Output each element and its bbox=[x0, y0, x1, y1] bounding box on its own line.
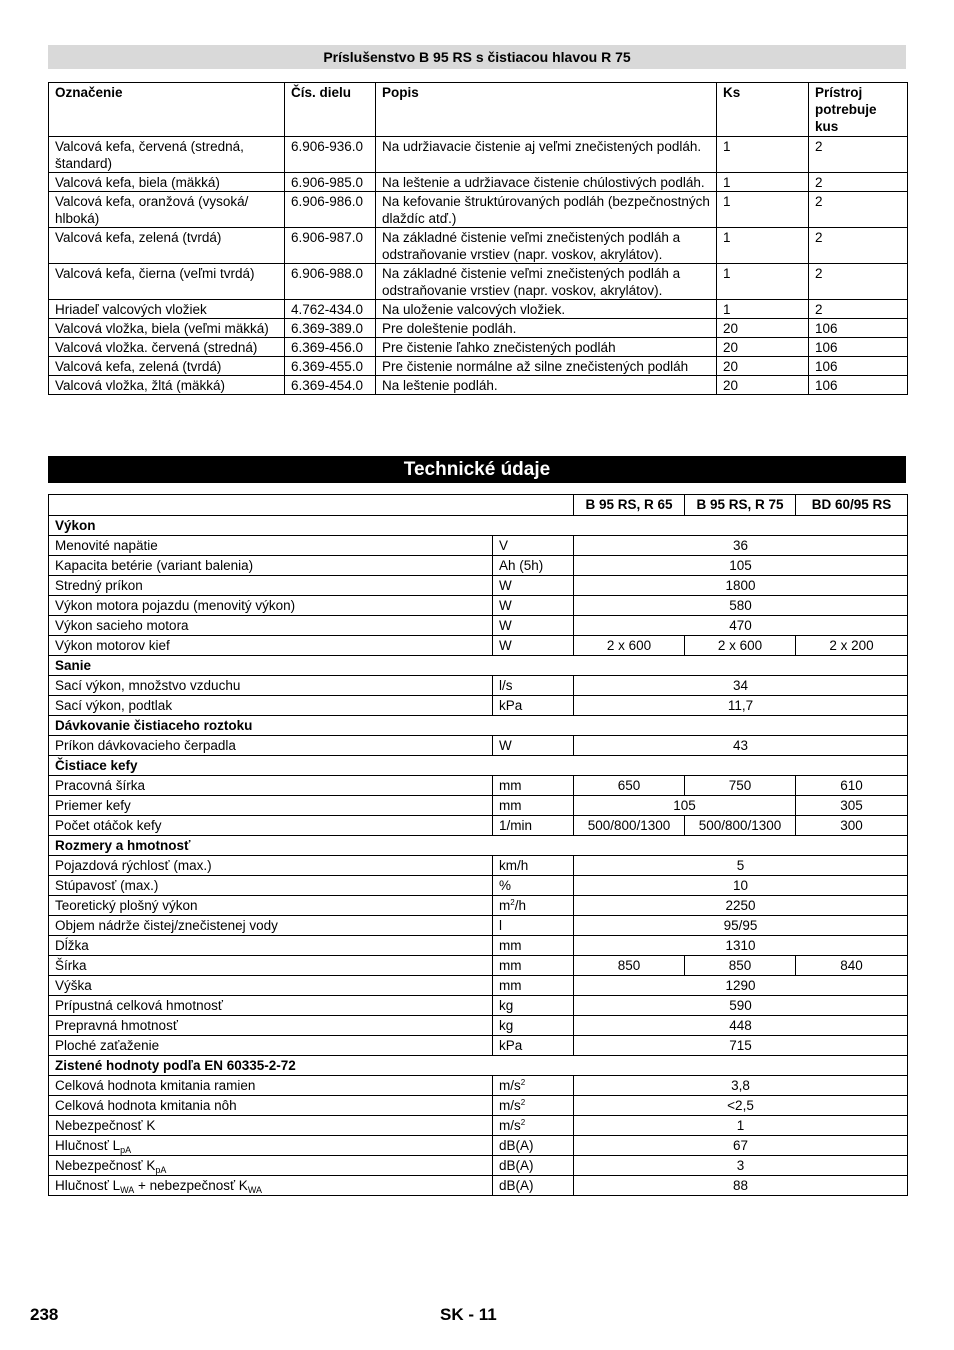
parameter-label bbox=[49, 996, 493, 1016]
cell-quantity: 1 bbox=[717, 137, 809, 173]
cell-designation: Valcová kefa, zelená (tvrdá) bbox=[49, 228, 285, 264]
parameter-label bbox=[49, 676, 493, 696]
label-text: Výkon motorov kief bbox=[55, 638, 170, 653]
parameter-label bbox=[49, 1036, 493, 1056]
language-code: SK bbox=[440, 1305, 464, 1324]
parameter-label bbox=[49, 616, 493, 636]
value-all-models: 3,8 bbox=[574, 1076, 908, 1096]
table-row bbox=[49, 1096, 908, 1116]
unit bbox=[493, 816, 574, 836]
label-text: Prepravná hmotnosť bbox=[55, 1018, 178, 1033]
unit bbox=[493, 636, 574, 656]
label-subscript: pA bbox=[120, 1145, 132, 1155]
table-row bbox=[49, 936, 908, 956]
unit-text: kPa bbox=[499, 698, 523, 713]
table-row bbox=[49, 376, 908, 395]
unit-text: % bbox=[499, 878, 512, 893]
unit bbox=[493, 1096, 574, 1116]
value-all-models: 5 bbox=[574, 856, 908, 876]
label-text: Nebezpečnosť K bbox=[55, 1158, 156, 1173]
parameter-label bbox=[49, 796, 493, 816]
unit-text: W bbox=[499, 578, 512, 593]
tech-data-title: Technické údaje bbox=[48, 456, 906, 483]
column-header: Čís. dielu bbox=[285, 83, 376, 137]
column-header: Popis bbox=[376, 83, 717, 137]
cell-description: Pre čistenie normálne až silne znečistených podláh bbox=[376, 357, 717, 376]
table-row bbox=[49, 319, 908, 338]
cell-part-number: 6.369-454.0 bbox=[285, 376, 376, 395]
column-header: Prístroj potrebuje kus bbox=[809, 83, 908, 137]
cell-designation: Hriadeľ valcových vložiek bbox=[49, 300, 285, 319]
label-text: Ploché zaťaženie bbox=[55, 1038, 160, 1053]
table-row bbox=[49, 956, 908, 976]
unit-text: mm bbox=[499, 958, 522, 973]
parameter-label bbox=[49, 956, 493, 976]
cell-description: Na kefovanie štruktúrovaných podláh (bezpečnostných dlaždíc atď.) bbox=[376, 192, 717, 228]
parameter-label bbox=[49, 936, 493, 956]
unit-text: kPa bbox=[499, 1038, 523, 1053]
cell-description: Na základné čistenie veľmi znečistených podláh a odstraňovanie vrstiev (napr. voskov, akrylátov). bbox=[376, 264, 717, 300]
label-text: Hlučnosť L bbox=[55, 1138, 121, 1153]
cell-description: Na uloženie valcových vložiek. bbox=[376, 300, 717, 319]
cell-quantity: 1 bbox=[717, 300, 809, 319]
cell-designation: Valcová vložka. červená (stredná) bbox=[49, 338, 285, 357]
unit bbox=[493, 1076, 574, 1096]
value-all-models: 1290 bbox=[574, 976, 908, 996]
unit-tail: /h bbox=[514, 898, 526, 913]
table-row bbox=[49, 856, 908, 876]
group-heading: Výkon bbox=[49, 516, 908, 536]
cell-part-number: 6.906-988.0 bbox=[285, 264, 376, 300]
unit-text: W bbox=[499, 598, 512, 613]
unit-text: W bbox=[499, 638, 512, 653]
group-row bbox=[49, 756, 908, 776]
table-row bbox=[49, 896, 908, 916]
unit bbox=[493, 556, 574, 576]
tech-header-blank bbox=[49, 495, 574, 516]
unit-text: m/s bbox=[499, 1098, 521, 1113]
cell-designation: Valcová kefa, červená (stredná, štandard) bbox=[49, 137, 285, 173]
table-row bbox=[49, 357, 908, 376]
value-all-models: <2,5 bbox=[574, 1096, 908, 1116]
value-all-models: 3 bbox=[574, 1156, 908, 1176]
label-text: Pojazdová rýchlosť (max.) bbox=[55, 858, 212, 873]
unit bbox=[493, 696, 574, 716]
unit bbox=[493, 536, 574, 556]
cell-quantity: 20 bbox=[717, 376, 809, 395]
unit-text: kg bbox=[499, 998, 514, 1013]
parameter-label bbox=[49, 816, 493, 836]
label-text: Hlučnosť L bbox=[55, 1178, 121, 1193]
table-row bbox=[49, 596, 908, 616]
table-row bbox=[49, 1116, 908, 1136]
parameter-label bbox=[49, 1156, 493, 1176]
cell-required: 106 bbox=[809, 357, 908, 376]
table-row bbox=[49, 192, 908, 228]
label-text: Výška bbox=[55, 978, 92, 993]
value: 300 bbox=[796, 816, 908, 836]
parameter-label bbox=[49, 1076, 493, 1096]
parameter-label bbox=[49, 916, 493, 936]
value: 500/800/1300 bbox=[574, 816, 685, 836]
value-all-models: 715 bbox=[574, 1036, 908, 1056]
parameter-label bbox=[49, 1116, 493, 1136]
label-text: Teoretický plošný výkon bbox=[55, 898, 198, 913]
table-row bbox=[49, 556, 908, 576]
unit-text: Ah (5h) bbox=[499, 558, 544, 573]
parameter-label bbox=[49, 976, 493, 996]
unit bbox=[493, 576, 574, 596]
label-text: Pracovná šírka bbox=[55, 778, 146, 793]
group-row bbox=[49, 656, 908, 676]
unit-text: dB(A) bbox=[499, 1178, 534, 1193]
cell-quantity: 20 bbox=[717, 338, 809, 357]
unit-text: kg bbox=[499, 1018, 514, 1033]
group-heading: Sanie bbox=[49, 656, 908, 676]
table-row bbox=[49, 876, 908, 896]
parameter-label bbox=[49, 776, 493, 796]
unit-text: dB(A) bbox=[499, 1158, 534, 1173]
value: 2 x 600 bbox=[685, 636, 796, 656]
label-text-tail: + nebezpečnosť K bbox=[134, 1178, 248, 1193]
value-pair: 105 bbox=[574, 796, 796, 816]
unit-text: W bbox=[499, 618, 512, 633]
unit bbox=[493, 1036, 574, 1056]
table-row bbox=[49, 696, 908, 716]
label-text: Šírka bbox=[55, 958, 87, 973]
table-row bbox=[49, 1136, 908, 1156]
unit-text: mm bbox=[499, 798, 522, 813]
cell-part-number: 6.369-456.0 bbox=[285, 338, 376, 357]
value-all-models: 43 bbox=[574, 736, 908, 756]
unit-text: mm bbox=[499, 978, 522, 993]
unit-text: mm bbox=[499, 778, 522, 793]
cell-quantity: 1 bbox=[717, 192, 809, 228]
cell-quantity: 20 bbox=[717, 357, 809, 376]
unit-text: W bbox=[499, 738, 512, 753]
parameter-label bbox=[49, 696, 493, 716]
parameter-label bbox=[49, 536, 493, 556]
cell-required: 2 bbox=[809, 173, 908, 192]
unit-text: l bbox=[499, 918, 502, 933]
value-all-models: 10 bbox=[574, 876, 908, 896]
value-all-models: 67 bbox=[574, 1136, 908, 1156]
cell-required: 106 bbox=[809, 376, 908, 395]
table-row bbox=[49, 796, 908, 816]
cell-quantity: 1 bbox=[717, 173, 809, 192]
table-row bbox=[49, 173, 908, 192]
unit-text: V bbox=[499, 538, 509, 553]
parameter-label bbox=[49, 1096, 493, 1116]
label-subscript: WA bbox=[247, 1185, 262, 1195]
value-all-models: 88 bbox=[574, 1176, 908, 1196]
parameter-label bbox=[49, 576, 493, 596]
unit bbox=[493, 896, 574, 916]
value-all-models: 105 bbox=[574, 556, 908, 576]
cell-required: 2 bbox=[809, 228, 908, 264]
cell-required: 2 bbox=[809, 300, 908, 319]
table-row bbox=[49, 576, 908, 596]
label-text: Výkon sacieho motora bbox=[55, 618, 189, 633]
table-row bbox=[49, 1076, 908, 1096]
unit bbox=[493, 956, 574, 976]
table-row bbox=[49, 736, 908, 756]
unit bbox=[493, 1116, 574, 1136]
column-header: Označenie bbox=[49, 83, 285, 137]
value: 500/800/1300 bbox=[685, 816, 796, 836]
cell-description: Na leštenie a udržiavace čistenie chúlostivých podláh. bbox=[376, 173, 717, 192]
cell-part-number: 6.369-455.0 bbox=[285, 357, 376, 376]
footer-section bbox=[440, 1305, 497, 1325]
value-all-models: 470 bbox=[574, 616, 908, 636]
model-header: BD 60/95 RS bbox=[796, 495, 908, 516]
label-text: Dĺžka bbox=[55, 938, 89, 953]
label-subscript: WA bbox=[120, 1185, 135, 1195]
parameter-label bbox=[49, 736, 493, 756]
table-row bbox=[49, 137, 908, 173]
parameter-label bbox=[49, 1136, 493, 1156]
unit bbox=[493, 596, 574, 616]
unit bbox=[493, 936, 574, 956]
cell-part-number: 4.762-434.0 bbox=[285, 300, 376, 319]
cell-part-number: 6.906-986.0 bbox=[285, 192, 376, 228]
value-all-models: 11,7 bbox=[574, 696, 908, 716]
cell-required: 2 bbox=[809, 192, 908, 228]
label-text: Výkon motora pojazdu (menovitý výkon) bbox=[55, 598, 296, 613]
section-page-number: - 11 bbox=[468, 1305, 497, 1324]
label-text: Prípustná celková hmotnosť bbox=[55, 998, 223, 1013]
label-text: Menovité napätie bbox=[55, 538, 158, 553]
cell-designation: Valcová vložka, biela (veľmi mäkká) bbox=[49, 319, 285, 338]
label-text: Počet otáčok kefy bbox=[55, 818, 162, 833]
unit-text: m/s bbox=[499, 1078, 521, 1093]
cell-part-number: 6.906-987.0 bbox=[285, 228, 376, 264]
value: 750 bbox=[685, 776, 796, 796]
cell-designation: Valcová kefa, zelená (tvrdá) bbox=[49, 357, 285, 376]
unit bbox=[493, 916, 574, 936]
cell-part-number: 6.906-985.0 bbox=[285, 173, 376, 192]
cell-designation: Valcová vložka, žltá (mäkká) bbox=[49, 376, 285, 395]
cell-required: 2 bbox=[809, 264, 908, 300]
unit-superscript: 2 bbox=[510, 898, 515, 907]
parameter-label bbox=[49, 876, 493, 896]
cell-description: Pre doleštenie podláh. bbox=[376, 319, 717, 338]
model-header: B 95 RS, R 75 bbox=[685, 495, 796, 516]
value: 850 bbox=[574, 956, 685, 976]
cell-description: Pre čistenie ľahko znečistených podláh bbox=[376, 338, 717, 357]
group-heading: Čistiace kefy bbox=[49, 756, 908, 776]
parameter-label bbox=[49, 556, 493, 576]
parameter-label bbox=[49, 1176, 493, 1196]
unit-text: dB(A) bbox=[499, 1138, 534, 1153]
table-row bbox=[49, 616, 908, 636]
cell-part-number: 6.906-936.0 bbox=[285, 137, 376, 173]
table-row bbox=[49, 976, 908, 996]
value: 2 x 600 bbox=[574, 636, 685, 656]
table-row bbox=[49, 636, 908, 656]
parameter-label bbox=[49, 1016, 493, 1036]
table-row bbox=[49, 228, 908, 264]
value-all-models: 1 bbox=[574, 1116, 908, 1136]
unit-text: mm bbox=[499, 938, 522, 953]
table-row bbox=[49, 916, 908, 936]
unit bbox=[493, 996, 574, 1016]
parameter-label bbox=[49, 896, 493, 916]
cell-part-number: 6.369-389.0 bbox=[285, 319, 376, 338]
cell-required: 106 bbox=[809, 338, 908, 357]
table-row bbox=[49, 264, 908, 300]
accessories-table bbox=[48, 82, 908, 395]
value-all-models: 580 bbox=[574, 596, 908, 616]
parameter-label bbox=[49, 636, 493, 656]
value: 840 bbox=[796, 956, 908, 976]
cell-designation: Valcová kefa, oranžová (vysoká/ hlboká) bbox=[49, 192, 285, 228]
cell-required: 106 bbox=[809, 319, 908, 338]
column-header: Ks bbox=[717, 83, 809, 137]
unit bbox=[493, 736, 574, 756]
unit-text: m/s bbox=[499, 1118, 521, 1133]
value: 650 bbox=[574, 776, 685, 796]
value: 305 bbox=[796, 796, 908, 816]
parameter-label bbox=[49, 856, 493, 876]
unit bbox=[493, 796, 574, 816]
cell-description: Na leštenie podláh. bbox=[376, 376, 717, 395]
unit bbox=[493, 1176, 574, 1196]
value: 610 bbox=[796, 776, 908, 796]
label-text: Sací výkon, množstvo vzduchu bbox=[55, 678, 241, 693]
label-text: Kapacita betérie (variant balenia) bbox=[55, 558, 254, 573]
unit bbox=[493, 1156, 574, 1176]
unit bbox=[493, 856, 574, 876]
label-text: Nebezpečnosť K bbox=[55, 1118, 156, 1133]
group-heading: Dávkovanie čistiaceho roztoku bbox=[49, 716, 908, 736]
group-row bbox=[49, 716, 908, 736]
unit bbox=[493, 1016, 574, 1036]
cell-designation: Valcová kefa, čierna (veľmi tvrdá) bbox=[49, 264, 285, 300]
group-heading: Zistené hodnoty podľa EN 60335-2-72 bbox=[49, 1056, 908, 1076]
cell-designation: Valcová kefa, biela (mäkká) bbox=[49, 173, 285, 192]
table-row bbox=[49, 996, 908, 1016]
label-text: Stúpavosť (max.) bbox=[55, 878, 159, 893]
unit-text: 1/min bbox=[499, 818, 533, 833]
table-row bbox=[49, 816, 908, 836]
tech-data-table bbox=[48, 494, 908, 1196]
accessories-title: Príslušenstvo B 95 RS s čistiacou hlavou R 75 bbox=[48, 45, 906, 69]
unit bbox=[493, 1136, 574, 1156]
unit bbox=[493, 776, 574, 796]
label-text: Celková hodnota kmitania nôh bbox=[55, 1098, 237, 1113]
label-text: Stredný príkon bbox=[55, 578, 143, 593]
group-row bbox=[49, 1056, 908, 1076]
value: 850 bbox=[685, 956, 796, 976]
label-text: Celková hodnota kmitania ramien bbox=[55, 1078, 256, 1093]
unit bbox=[493, 676, 574, 696]
table-row bbox=[49, 676, 908, 696]
unit bbox=[493, 876, 574, 896]
label-subscript: pA bbox=[155, 1165, 167, 1175]
table-row bbox=[49, 776, 908, 796]
label-text: Priemer kefy bbox=[55, 798, 131, 813]
cell-required: 2 bbox=[809, 137, 908, 173]
value-all-models: 590 bbox=[574, 996, 908, 1016]
group-row bbox=[49, 516, 908, 536]
table-row bbox=[49, 1156, 908, 1176]
cell-quantity: 20 bbox=[717, 319, 809, 338]
value-all-models: 2250 bbox=[574, 896, 908, 916]
table-row bbox=[49, 1036, 908, 1056]
value: 2 x 200 bbox=[796, 636, 908, 656]
value-all-models: 1800 bbox=[574, 576, 908, 596]
table-row bbox=[49, 338, 908, 357]
value-all-models: 448 bbox=[574, 1016, 908, 1036]
table-row bbox=[49, 1176, 908, 1196]
unit bbox=[493, 976, 574, 996]
unit-superscript: 2 bbox=[520, 1118, 526, 1127]
cell-description: Na udržiavacie čistenie aj veľmi znečistených podláh. bbox=[376, 137, 717, 173]
label-text: Sací výkon, podtlak bbox=[55, 698, 173, 713]
value-all-models: 95/95 bbox=[574, 916, 908, 936]
parameter-label bbox=[49, 596, 493, 616]
value-all-models: 34 bbox=[574, 676, 908, 696]
label-text: Objem nádrže čistej/znečistenej vody bbox=[55, 918, 278, 933]
value-all-models: 1310 bbox=[574, 936, 908, 956]
cell-description: Na základné čistenie veľmi znečistených podláh a odstraňovanie vrstiev (napr. voskov, akrylátov). bbox=[376, 228, 717, 264]
model-header: B 95 RS, R 65 bbox=[574, 495, 685, 516]
unit-text: l/s bbox=[499, 678, 513, 693]
table-row bbox=[49, 300, 908, 319]
unit-superscript: 2 bbox=[520, 1078, 526, 1087]
group-row bbox=[49, 836, 908, 856]
table-row bbox=[49, 536, 908, 556]
unit-text: m bbox=[499, 898, 511, 913]
unit bbox=[493, 616, 574, 636]
cell-quantity: 1 bbox=[717, 264, 809, 300]
table-row bbox=[49, 1016, 908, 1036]
cell-quantity: 1 bbox=[717, 228, 809, 264]
unit-text: km/h bbox=[499, 858, 529, 873]
label-text: Príkon dávkovacieho čerpadla bbox=[55, 738, 236, 753]
group-heading: Rozmery a hmotnosť bbox=[49, 836, 908, 856]
unit-superscript: 2 bbox=[520, 1098, 526, 1107]
page-number: 238 bbox=[30, 1305, 59, 1324]
value-all-models: 36 bbox=[574, 536, 908, 556]
